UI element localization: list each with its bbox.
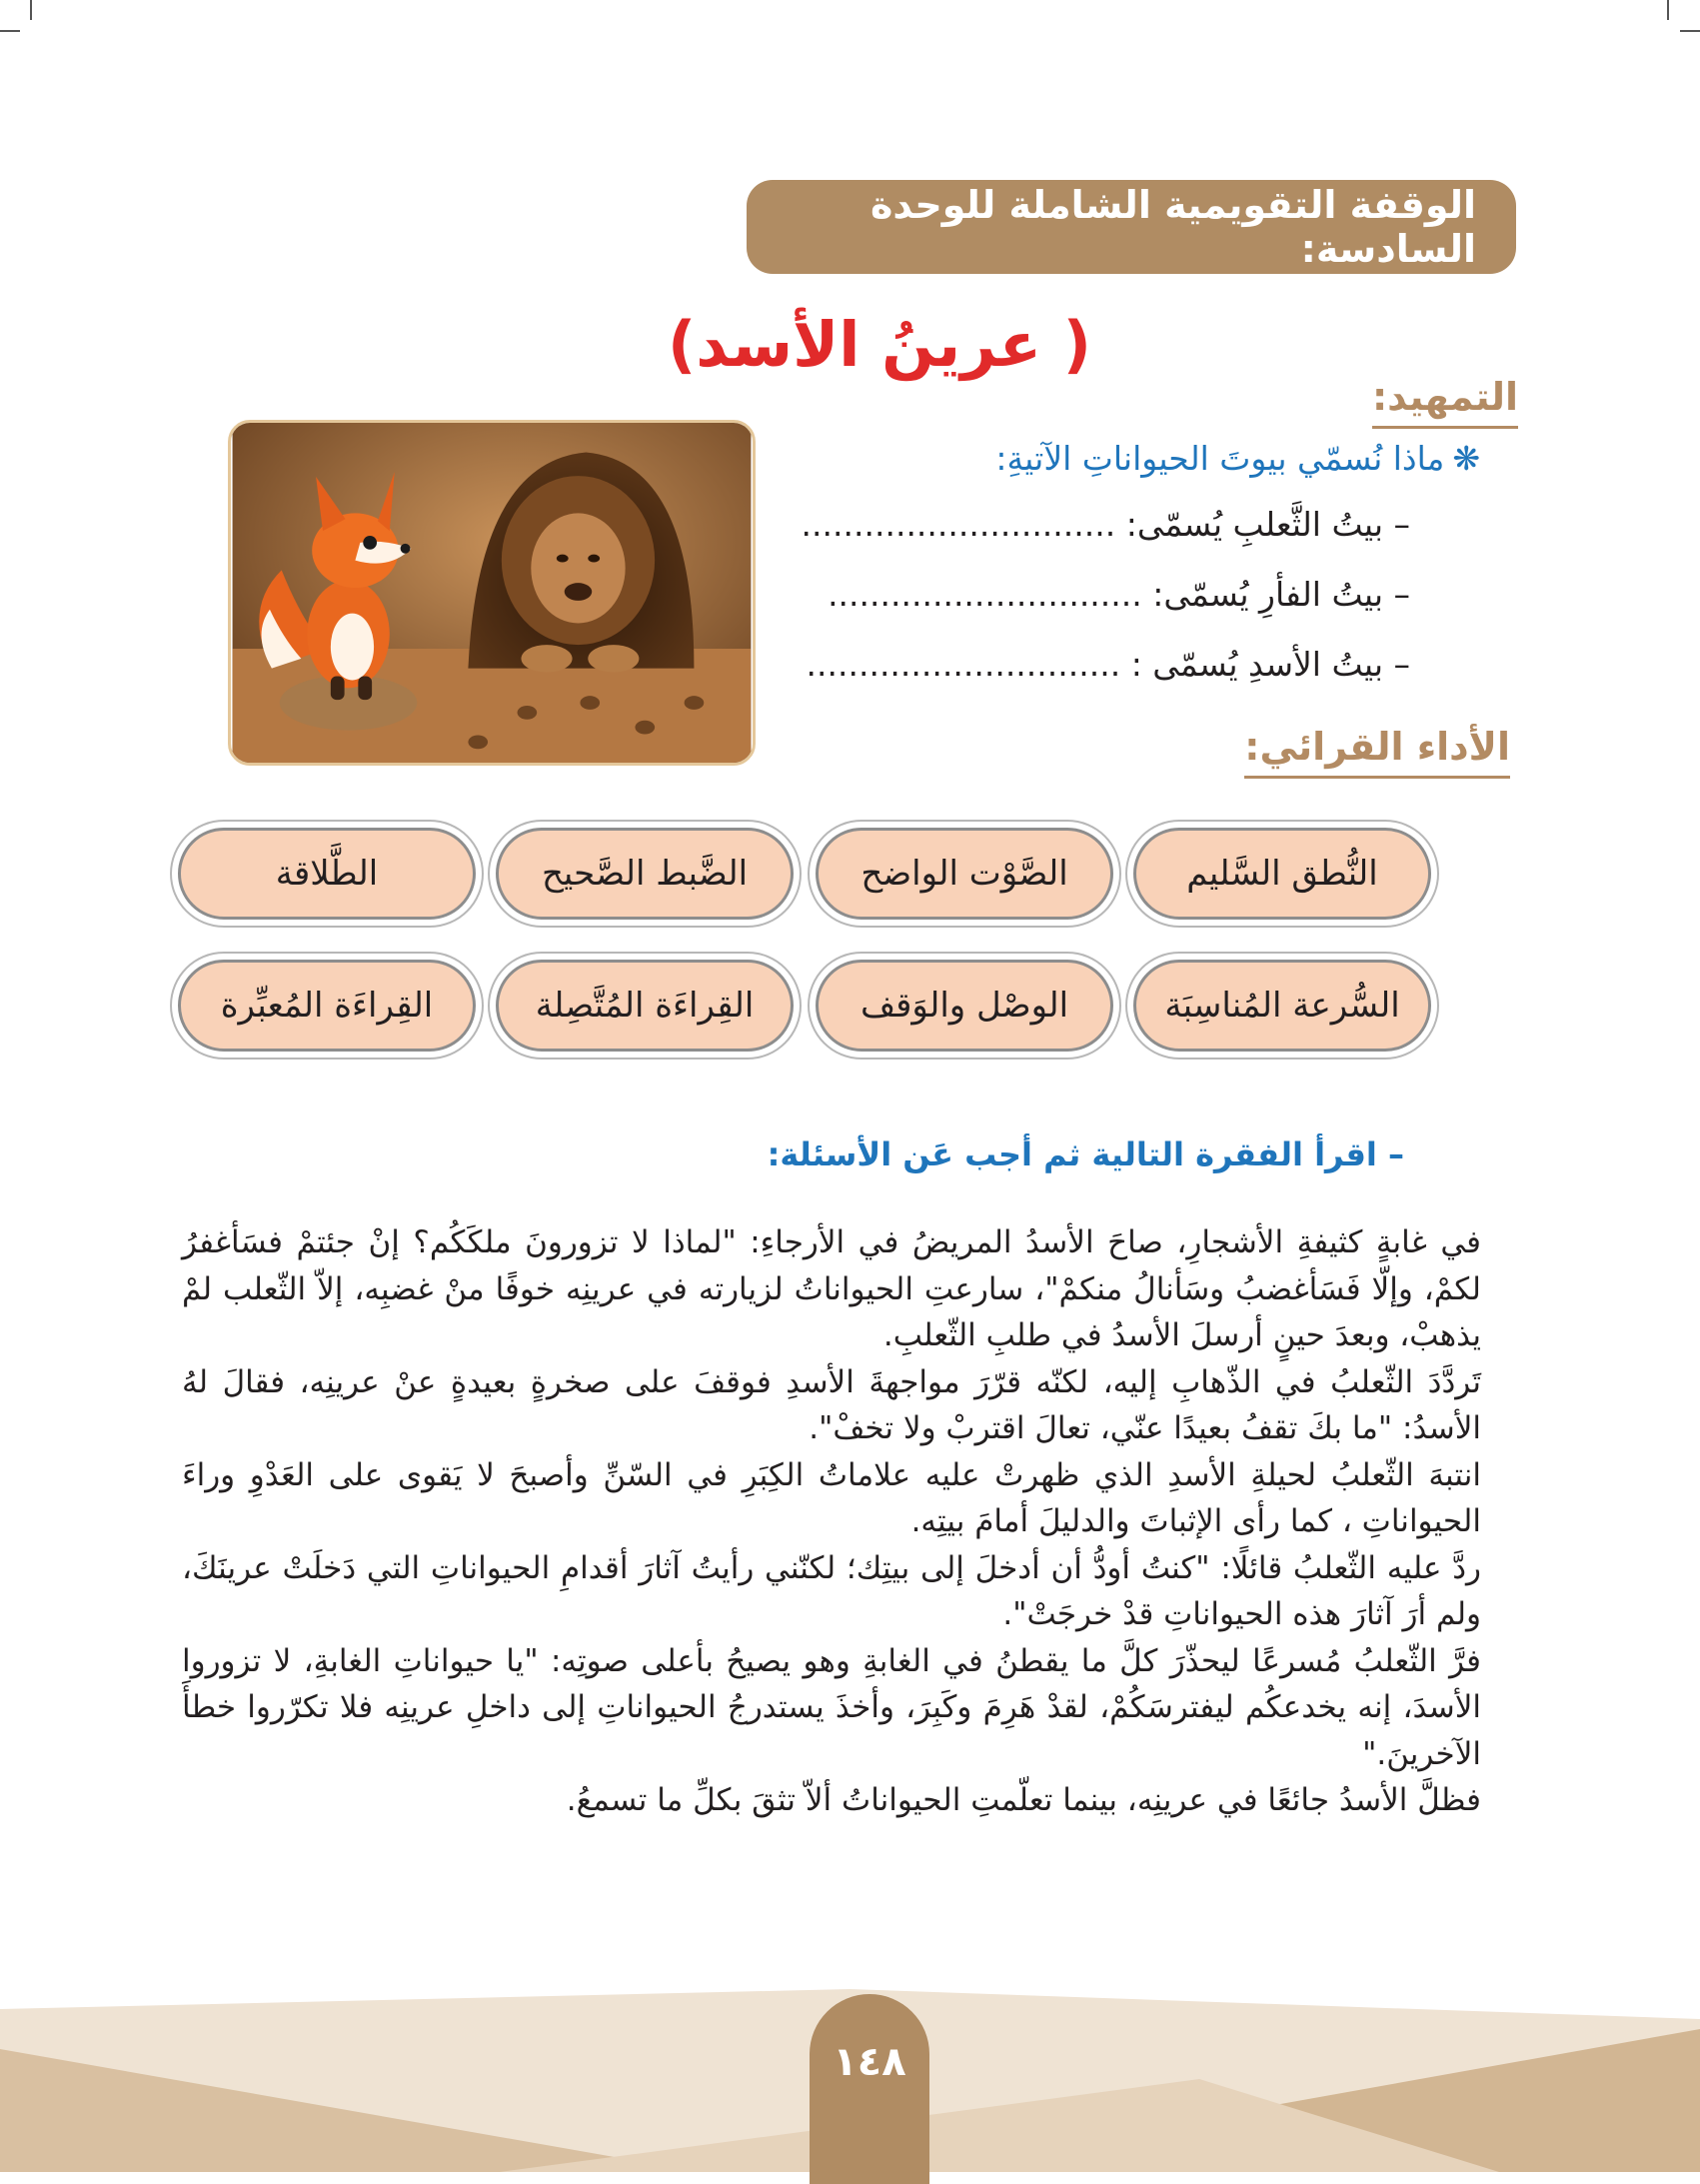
fill-line-lion: – بيتُ الأسدِ يُسمّى : ..............................: [806, 645, 1410, 684]
fox-and-lion-illustration: [228, 420, 756, 766]
reading-heading: الأداء القرائي:: [1244, 722, 1510, 779]
crop-mark-top-left-h: [0, 30, 20, 32]
unit-review-banner: [747, 180, 1516, 274]
passage-paragraph: انتبهَ الثّعلبُ لحيلةِ الأسدِ الذي ظهرتْ عليه علاماتُ الكِبَرِ في السّنِّ وأصبحَ لا يَقوى على العَدْوِ وراءَ الحيواناتِ ، كما رأى الإثباتَ والدليلَ أمامَ بيتِه.: [182, 1456, 1481, 1539]
skill-chip: القِراءَة المُعبِّرة: [178, 960, 476, 1052]
fill-line-fox: – بيتُ الثَّعلبِ يُسمّى: ..............................: [801, 505, 1410, 544]
lesson-title: ( عرينُ الأسد): [667, 308, 1092, 381]
asterisk-icon: ❋: [1452, 439, 1480, 478]
story-passage: [182, 1219, 1481, 1824]
page-number: ١٤٨: [833, 2039, 906, 2085]
intro-question: [995, 434, 1480, 484]
skill-chip: القِراءَة المُتَّصِلة: [496, 960, 794, 1052]
skill-chip: الصَّوْت الواضح: [816, 828, 1113, 920]
passage-paragraph: ردَّ عليه الثّعلبُ قائلًا: "كنتُ أودُّ أن أدخلَ إلى بيتِك؛ لكنّني رأيتُ آثارَ أقدامِ الحيواناتِ التي دَخلَتْ عرينَكَ، ولم أرَ آثارَ هذه الحيواناتِ قدْ خرجَتْ".: [182, 1549, 1481, 1632]
banner-title: الوقفة التقويمية الشاملة للوحدة السادسة:: [869, 183, 1476, 271]
intro-heading: التمهيد:: [1372, 372, 1518, 429]
skill-chip: الوصْل والوَقف: [816, 960, 1113, 1052]
passage-paragraph: في غابةٍ كثيفةِ الأشجارِ، صاحَ الأسدُ المريضُ في الأرجاءِ: "لماذا لا تزورونَ ملكَكُم؟ إنْ جئتمْ فسَأغفرُ لكمْ، وإلّا فَسَأغضبُ وسَأنالُ منكمْ"، سارعتِ الحيواناتُ لزيارته في عرينِه خوفًا منْ غضبِه، إلاّ الثّعلب لمْ يذهبْ، وبعدَ حينٍ أرسلَ الأسدُ في طلبِ الثّعلبِ.: [182, 1224, 1481, 1353]
crop-mark-top-left: [30, 0, 32, 20]
page-number-tab: [810, 1994, 929, 2184]
fill-line-mouse: – بيتُ الفأرِ يُسمّى: ..............................: [828, 575, 1410, 614]
passage-paragraph: فظلَّ الأسدُ جائعًا في عرينِه، بينما تعلّمتِ الحيواناتُ ألاّ تثقَ بكلِّ ما تسمعُ.: [566, 1782, 1481, 1818]
skill-chip: النُّطق السَّليم: [1133, 828, 1431, 920]
intro-question-text: ماذا نُسمّي بيوتَ الحيواناتِ الآتيةِ:: [995, 439, 1445, 478]
crop-mark-top-right: [1667, 0, 1669, 20]
exercise-instruction: – اقرأ الفقرة التالية ثم أجب عَن الأسئلة:: [767, 1135, 1404, 1173]
passage-paragraph: تَردَّدَ الثّعلبُ في الذّهابِ إليه، لكنّه قرّرَ مواجهةَ الأسدِ فوقفَ على صخرةٍ بعيدةٍ عنْ عرينِه، فقالَ لهُ الأسدُ: "ما بكَ تقفُ بعيدًا عنّي، تعالَ اقتربْ ولا تخفْ".: [182, 1363, 1481, 1446]
skill-chip: الضَّبط الصَّحيح: [496, 828, 794, 920]
crop-mark-top-right-h: [1680, 30, 1700, 32]
skill-chip: الطَّلاقة: [178, 828, 476, 920]
skill-chip: السُّرعة المُناسِبَة: [1133, 960, 1431, 1052]
passage-paragraph: فرَّ الثّعلبُ مُسرعًا ليحذّرَ كلَّ ما يقطنُ في الغابةِ وهو يصيحُ بأعلى صوتِه: "يا حيواناتِ الغابةِ، لا تزوروا الأسدَ، إنه يخدعكُم ليفترسَكُمْ، لقدْ هَرِمَ وكَبِرَ، وأخذَ يستدرجُ الحيواناتِ إلى داخلِ عرينِه فلا تكرّروا خطأَ الآخرينَ.": [182, 1642, 1481, 1772]
